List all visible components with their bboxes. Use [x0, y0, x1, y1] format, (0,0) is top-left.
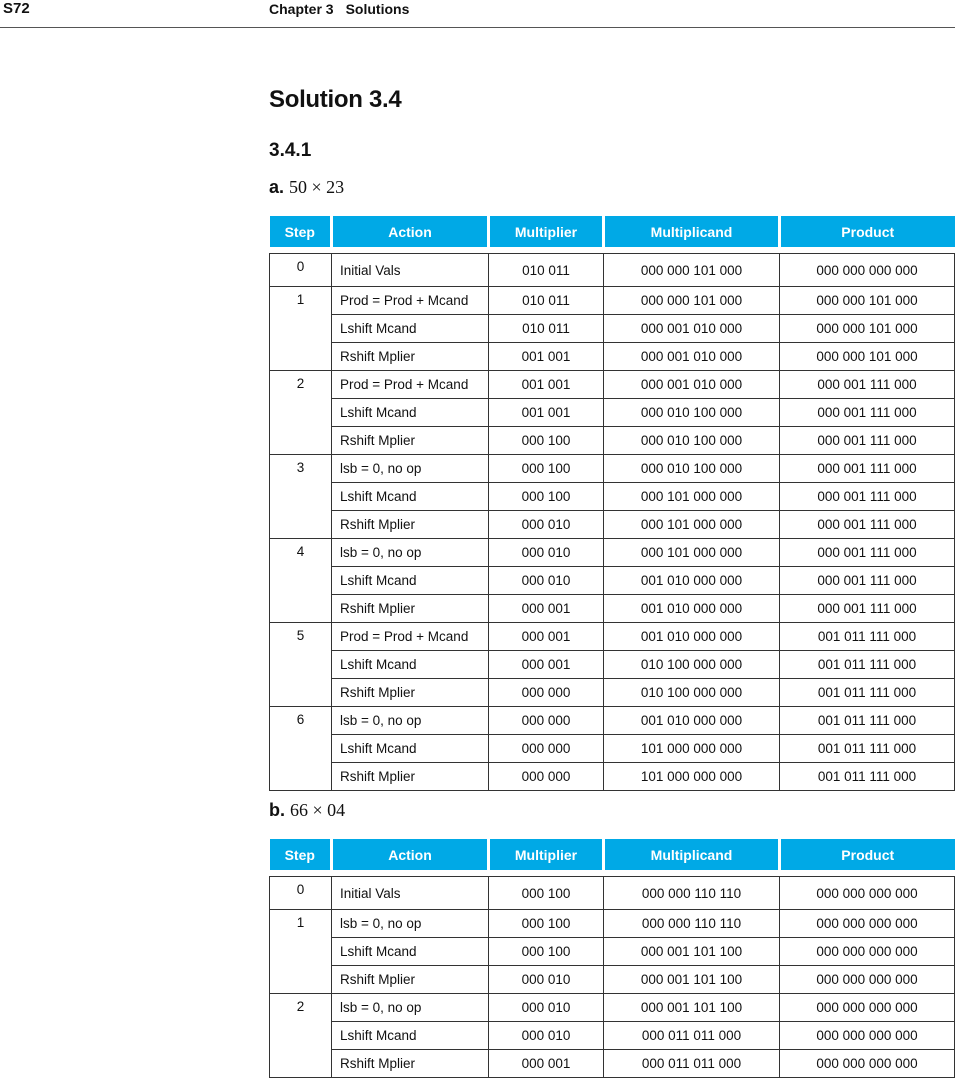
- table-row: [270, 679, 955, 707]
- table-row: [270, 371, 955, 399]
- product-cell: 000 000 101 000: [780, 315, 955, 343]
- product-cell: 001 011 111 000: [780, 763, 955, 791]
- action-cell: Lshift Mcand: [332, 399, 489, 427]
- part-b-label: b.: [269, 800, 285, 820]
- part-a-label: a.: [269, 177, 285, 197]
- header-step: Step: [270, 216, 332, 247]
- multiplicand-cell: 000 000 110 110: [604, 910, 780, 938]
- multiplicand-cell: 000 010 100 000: [604, 427, 780, 455]
- table-row: [270, 623, 955, 651]
- multiplier-cell: 010 011: [489, 315, 604, 343]
- step-cell: 4: [270, 539, 332, 623]
- multiplier-cell: 000 010: [489, 966, 604, 994]
- header-product: Product: [780, 839, 955, 870]
- table-header-row: [270, 216, 955, 247]
- table-row: [270, 511, 955, 539]
- step-cell: 5: [270, 623, 332, 707]
- step-cell: 0: [270, 877, 332, 910]
- multiplicand-cell: 000 011 011 000: [604, 1022, 780, 1050]
- multiplier-cell: 000 000: [489, 679, 604, 707]
- step-cell: 2: [270, 371, 332, 455]
- action-cell: Lshift Mcand: [332, 315, 489, 343]
- product-cell: 000 000 000 000: [780, 910, 955, 938]
- running-head: [0, 0, 955, 28]
- table-row: [270, 595, 955, 623]
- multiplicand-cell: 000 001 101 100: [604, 994, 780, 1022]
- header-multiplier: Multiplier: [489, 839, 604, 870]
- page-number: S72: [3, 0, 30, 17]
- table-header-row: [270, 839, 955, 870]
- header-product: Product: [780, 216, 955, 247]
- multiplier-cell: 000 000: [489, 763, 604, 791]
- action-cell: lsb = 0, no op: [332, 539, 489, 567]
- product-cell: 000 000 000 000: [780, 1022, 955, 1050]
- multiplier-cell: 000 001: [489, 623, 604, 651]
- action-cell: Lshift Mcand: [332, 938, 489, 966]
- table-row: [270, 567, 955, 595]
- table-row: [270, 399, 955, 427]
- multiplier-cell: 000 001: [489, 651, 604, 679]
- table-b-body: [270, 870, 955, 1078]
- step-cell: 6: [270, 707, 332, 791]
- action-cell: Prod = Prod + Mcand: [332, 371, 489, 399]
- multiplicand-cell: 010 100 000 000: [604, 651, 780, 679]
- table-row: [270, 427, 955, 455]
- multiplicand-cell: 000 101 000 000: [604, 483, 780, 511]
- product-cell: 000 001 111 000: [780, 511, 955, 539]
- multiplier-cell: 000 010: [489, 511, 604, 539]
- product-cell: 001 011 111 000: [780, 623, 955, 651]
- multiplicand-cell: 001 010 000 000: [604, 595, 780, 623]
- table-row: [270, 343, 955, 371]
- action-cell: Lshift Mcand: [332, 1022, 489, 1050]
- table-row: [270, 910, 955, 938]
- table-row: [270, 966, 955, 994]
- table-row: [270, 877, 955, 910]
- multiplier-cell: 000 100: [489, 427, 604, 455]
- multiplicand-cell: 001 010 000 000: [604, 623, 780, 651]
- multiplicand-cell: 101 000 000 000: [604, 735, 780, 763]
- multiplicand-cell: 000 000 101 000: [604, 254, 780, 287]
- multiplier-cell: 010 011: [489, 287, 604, 315]
- table-row: [270, 483, 955, 511]
- multiplier-cell: 000 000: [489, 707, 604, 735]
- product-cell: 000 000 000 000: [780, 877, 955, 910]
- table-row: [270, 315, 955, 343]
- multiplier-cell: 000 100: [489, 455, 604, 483]
- action-cell: Initial Vals: [332, 254, 489, 287]
- action-cell: Lshift Mcand: [332, 567, 489, 595]
- multiplicand-cell: 000 001 101 100: [604, 966, 780, 994]
- multiplication-table-b: [269, 839, 955, 1078]
- product-cell: 000 000 101 000: [780, 287, 955, 315]
- multiplier-cell: 000 100: [489, 483, 604, 511]
- action-cell: Rshift Mplier: [332, 343, 489, 371]
- multiplicand-cell: 000 000 101 000: [604, 287, 780, 315]
- product-cell: 001 011 111 000: [780, 707, 955, 735]
- multiplier-cell: 000 100: [489, 938, 604, 966]
- multiplication-table-a: [269, 216, 955, 791]
- action-cell: Prod = Prod + Mcand: [332, 623, 489, 651]
- product-cell: 000 000 000 000: [780, 938, 955, 966]
- header-multiplicand: Multiplicand: [604, 216, 780, 247]
- product-cell: 000 000 000 000: [780, 994, 955, 1022]
- section-label: Solutions: [345, 1, 410, 17]
- multiplicand-cell: 101 000 000 000: [604, 763, 780, 791]
- action-cell: Lshift Mcand: [332, 735, 489, 763]
- chapter-label: Chapter 3: [269, 1, 334, 17]
- header-action: Action: [332, 216, 489, 247]
- product-cell: 000 001 111 000: [780, 595, 955, 623]
- table-row: [270, 1050, 955, 1078]
- multiplier-cell: 000 010: [489, 994, 604, 1022]
- multiplicand-cell: 010 100 000 000: [604, 679, 780, 707]
- multiplier-cell: 000 000: [489, 735, 604, 763]
- multiplicand-cell: 000 010 100 000: [604, 399, 780, 427]
- product-cell: 001 011 111 000: [780, 679, 955, 707]
- multiplicand-cell: 000 101 000 000: [604, 511, 780, 539]
- header-multiplicand: Multiplicand: [604, 839, 780, 870]
- action-cell: lsb = 0, no op: [332, 455, 489, 483]
- product-cell: 000 001 111 000: [780, 483, 955, 511]
- multiplicand-cell: 000 001 010 000: [604, 343, 780, 371]
- table-row: [270, 938, 955, 966]
- multiplier-cell: 000 100: [489, 877, 604, 910]
- table-row: [270, 539, 955, 567]
- step-cell: 0: [270, 254, 332, 287]
- multiplicand-cell: 001 010 000 000: [604, 567, 780, 595]
- product-cell: 000 001 111 000: [780, 427, 955, 455]
- part-b-heading: [269, 800, 345, 821]
- solution-title: Solution 3.4: [269, 86, 402, 113]
- table-a-body: [270, 247, 955, 791]
- product-cell: 000 001 111 000: [780, 399, 955, 427]
- step-cell: 1: [270, 910, 332, 994]
- action-cell: Rshift Mplier: [332, 966, 489, 994]
- table-row: [270, 651, 955, 679]
- part-a-expression: 50 × 23: [289, 177, 345, 197]
- chapter-heading: [269, 1, 409, 17]
- action-cell: Rshift Mplier: [332, 763, 489, 791]
- step-cell: 1: [270, 287, 332, 371]
- multiplier-cell: 001 001: [489, 343, 604, 371]
- multiplier-cell: 001 001: [489, 371, 604, 399]
- header-action: Action: [332, 839, 489, 870]
- table-row: [270, 735, 955, 763]
- action-cell: lsb = 0, no op: [332, 910, 489, 938]
- multiplicand-cell: 000 101 000 000: [604, 539, 780, 567]
- multiplier-cell: 000 100: [489, 910, 604, 938]
- table-row: [270, 1022, 955, 1050]
- table-row: [270, 254, 955, 287]
- action-cell: Rshift Mplier: [332, 595, 489, 623]
- action-cell: Initial Vals: [332, 877, 489, 910]
- part-b-expression: 66 × 04: [290, 800, 346, 820]
- table-row: [270, 287, 955, 315]
- action-cell: Rshift Mplier: [332, 1050, 489, 1078]
- multiplicand-cell: 000 001 101 100: [604, 938, 780, 966]
- part-a-heading: [269, 177, 344, 198]
- multiplicand-cell: 000 000 110 110: [604, 877, 780, 910]
- multiplicand-cell: 000 011 011 000: [604, 1050, 780, 1078]
- multiplier-cell: 000 010: [489, 539, 604, 567]
- action-cell: Lshift Mcand: [332, 483, 489, 511]
- action-cell: lsb = 0, no op: [332, 994, 489, 1022]
- product-cell: 000 001 111 000: [780, 567, 955, 595]
- product-cell: 000 000 000 000: [780, 1050, 955, 1078]
- product-cell: 001 011 111 000: [780, 735, 955, 763]
- action-cell: Rshift Mplier: [332, 679, 489, 707]
- multiplier-cell: 010 011: [489, 254, 604, 287]
- header-rule: [0, 27, 955, 28]
- multiplicand-cell: 000 001 010 000: [604, 315, 780, 343]
- multiplier-cell: 001 001: [489, 399, 604, 427]
- multiplier-cell: 000 010: [489, 1022, 604, 1050]
- product-cell: 000 001 111 000: [780, 455, 955, 483]
- multiplicand-cell: 001 010 000 000: [604, 707, 780, 735]
- multiplicand-cell: 000 001 010 000: [604, 371, 780, 399]
- step-cell: 2: [270, 994, 332, 1078]
- action-cell: Rshift Mplier: [332, 511, 489, 539]
- action-cell: lsb = 0, no op: [332, 707, 489, 735]
- action-cell: Rshift Mplier: [332, 427, 489, 455]
- action-cell: Lshift Mcand: [332, 651, 489, 679]
- product-cell: 001 011 111 000: [780, 651, 955, 679]
- table-row: [270, 707, 955, 735]
- multiplicand-cell: 000 010 100 000: [604, 455, 780, 483]
- multiplier-cell: 000 001: [489, 1050, 604, 1078]
- product-cell: 000 000 000 000: [780, 254, 955, 287]
- subsection-title: 3.4.1: [269, 140, 312, 161]
- product-cell: 000 001 111 000: [780, 539, 955, 567]
- header-step: Step: [270, 839, 332, 870]
- product-cell: 000 000 000 000: [780, 966, 955, 994]
- multiplier-cell: 000 001: [489, 595, 604, 623]
- header-multiplier: Multiplier: [489, 216, 604, 247]
- table-row: [270, 994, 955, 1022]
- action-cell: Prod = Prod + Mcand: [332, 287, 489, 315]
- product-cell: 000 001 111 000: [780, 371, 955, 399]
- step-cell: 3: [270, 455, 332, 539]
- table-row: [270, 763, 955, 791]
- table-row: [270, 455, 955, 483]
- product-cell: 000 000 101 000: [780, 343, 955, 371]
- multiplier-cell: 000 010: [489, 567, 604, 595]
